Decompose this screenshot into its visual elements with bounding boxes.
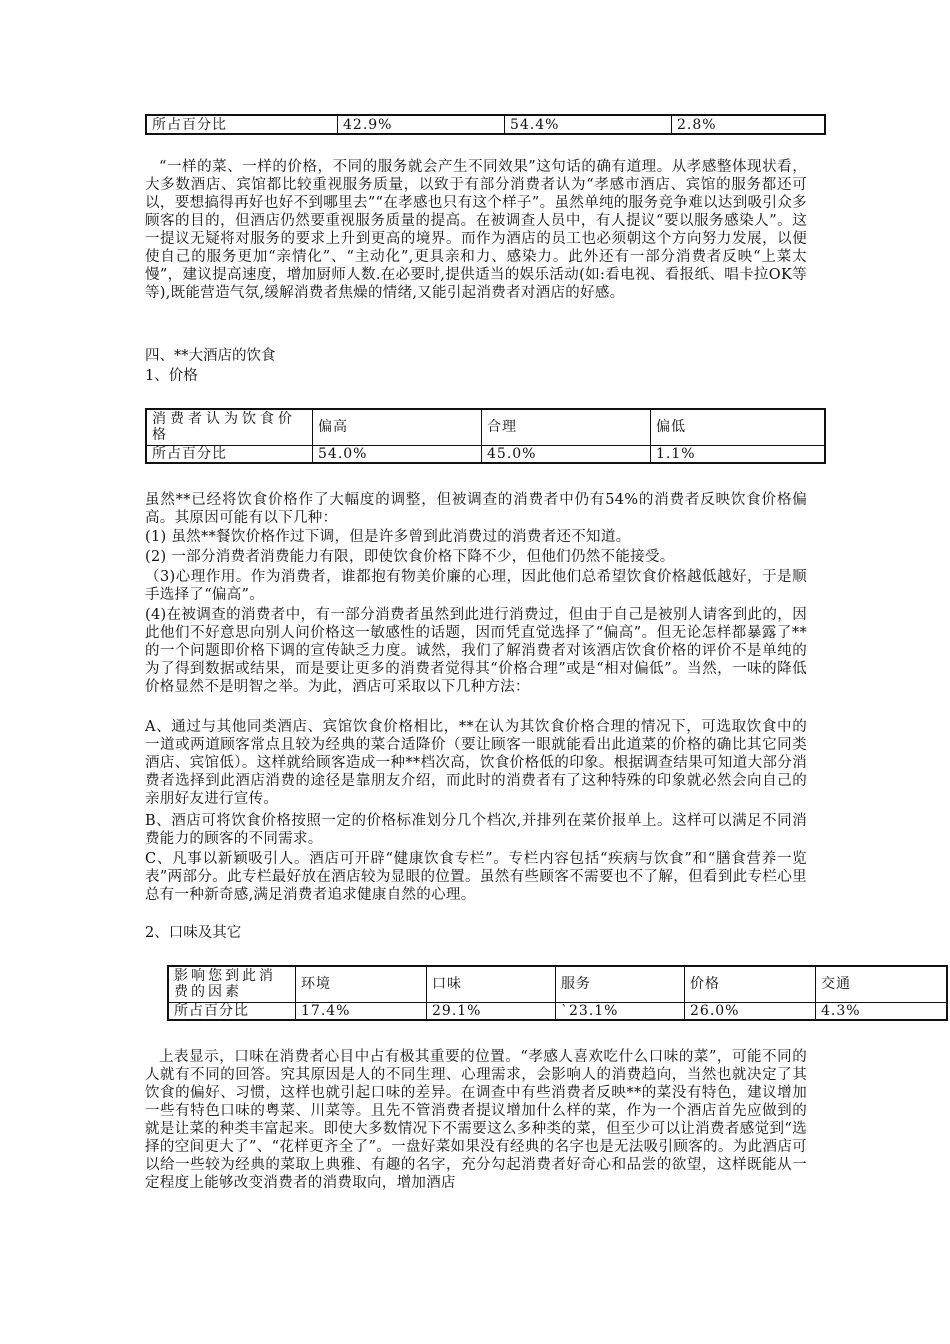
table-cell: 42.9% bbox=[338, 115, 505, 134]
paragraph-price-intro: 虽然**已经将饮食价格作了大幅度的调整，但被调查的消费者中仍有54%的消费者反映饮食价格偏高。其原因可能有以下几种： bbox=[145, 492, 807, 526]
table-cell: 29.1% bbox=[427, 1002, 556, 1020]
subsection-heading-taste: 2、口味及其它 bbox=[145, 925, 242, 941]
table-cell: 54.4% bbox=[505, 115, 672, 134]
table-factors bbox=[167, 965, 948, 1021]
method-a: A、通过与其他同类酒店、宾馆饮食价格相比，**在认为其饮食价格合理的情况下，可选取饮食中的一道或两道顾客常点且较为经典的菜合适降价（要让顾客一眼就能看出此道菜的价格的确比其它同类酒店、宾馆低）。这样就给顾客造成一种**档次高，饮食价格低的印象。根据调查结果可知道大部分消费者选择到此酒店消费的途径是靠朋友介绍，而此时的消费者有了这种特殊的印象就必然会向自己的亲朋好友进行宣传。 bbox=[145, 719, 807, 807]
table-price bbox=[145, 408, 826, 464]
table-cell: 54.0% bbox=[313, 445, 482, 463]
method-b: B、酒店可将饮食价格按照一定的价格标准划分几个档次,并排列在菜价报单上。这样可以满足不同消费能力的顾客的不同需求。 bbox=[145, 813, 807, 847]
table-cell: `23.1% bbox=[556, 1002, 685, 1020]
table-header-cell: 环境 bbox=[296, 966, 427, 1002]
table-row bbox=[146, 409, 825, 445]
reason-4: (4)在被调查的消费者中，有一部分消费者虽然到此进行消费过，但由于自己是被别人请客到此的，因此他们不好意思向别人问价格这一敏感性的话题，因而凭直觉选择了“偏高”。但无论怎样都暴露了**的一个问题即价格下调的宣传缺乏力度。诚然，我们了解消费者对该酒店饮食价格的评价不是单纯的为了得到数据或结果，而是要让更多的消费者觉得其“价格合理”或是“相对偏低”。当然，一味的降低价格显然不是明智之举。为此，酒店可采取以下几种方法： bbox=[145, 607, 807, 695]
method-c: C、凡事以新颖吸引人。酒店可开辟“健康饮食专栏”。专栏内容包括“疾病与饮食”和“膳食营养一览表”两部分。此专栏最好放在酒店较为显眼的位置。虽然有些顾客不需要也不了解，但看到此专栏心里总有一种新奇感,满足消费者追求健康自然的心理。 bbox=[145, 851, 807, 903]
table-top bbox=[145, 114, 826, 135]
table-header-cell: 服务 bbox=[556, 966, 685, 1002]
table-header-cell: 价格 bbox=[685, 966, 816, 1002]
table-row bbox=[168, 1002, 947, 1020]
table-cell: 17.4% bbox=[296, 1002, 427, 1020]
section-heading: 四、**大酒店的饮食 bbox=[145, 348, 276, 364]
table-cell: 45.0% bbox=[482, 445, 651, 463]
table-row bbox=[168, 966, 947, 1002]
paragraph-service: “一样的菜、一样的价格，不同的服务就会产生不同效果”这句话的确有道理。从孝感整体现状看，大多数酒店、宾馆都比较重视服务质量，以致于有部分消费者认为“孝感市酒店、宾馆的服务都还可以，要想搞得再好也好不到哪里去”“在孝感也只有这个样子”。虽然单纯的服务竞争难以达到吸引众多顾客的目的，但酒店仍然要重视服务质量的提高。在被调查人员中，有人提议“要以服务感染人”。这一提议无疑将对服务的要求上升到更高的境界。而作为酒店的员工也必须朝这个方向努力发展，以便使自己的服务更加“亲情化”、“主动化”,更具亲和力、感染力。此外还有一部分消费者反映“上菜太慢”，建议提高速度，增加厨师人数.在必要时,提供适当的娱乐活动(如:看电视、看报纸、唱卡拉OK等等),既能营造气氛,缓解消费者焦燥的情绪,又能引起消费者对酒店的好感。 bbox=[145, 159, 807, 301]
table-cell: 4.3% bbox=[816, 1002, 948, 1020]
table-cell: 2.8% bbox=[672, 115, 826, 134]
table-header-cell: 偏低 bbox=[651, 409, 826, 445]
table-header-cell: 影响您到此消费的因素 bbox=[168, 966, 296, 1002]
table-header-cell: 交通 bbox=[816, 966, 948, 1002]
subsection-heading-price: 1、价格 bbox=[145, 368, 198, 384]
reason-1: (1) 虽然**餐饮价格作过下调，但是许多曾到此消费过的消费者还不知道。 bbox=[145, 529, 631, 545]
table-row bbox=[146, 115, 825, 134]
table-header-cell: 偏高 bbox=[313, 409, 482, 445]
paragraph-taste: 上表显示，口味在消费者心目中占有极其重要的位置。“孝感人喜欢吃什么口味的菜”，可能不同的人就有不同的回答。究其原因是人的不同生理、心理需求，会影响人的消费趋向，当然也就决定了其饮食的偏好、习惯，这样也就引起口味的差异。在调查中有些消费者反映**的菜没有特色，建议增加一些有特色口味的粤菜、川菜等。且先不管消费者提议增加什么样的菜，作为一个酒店首先应做到的就是让菜的种类丰富起来。即使大多数情况下不需要这么多种类的菜，但至少可以让消费者感觉到“选择的空间更大了”、“花样更齐全了”。一盘好菜如果没有经典的名字也是无法吸引顾客的。为此酒店可以给一些较为经典的菜取上典雅、有趣的名字，充分勾起消费者好奇心和品尝的欲望，这样既能从一定程度上能够改变消费者的消费取向，增加酒店 bbox=[145, 1049, 807, 1191]
reason-3: （3)心理作用。作为消费者，谁都抱有物美价廉的心理，因此他们总希望饮食价格越低越好，于是顺手选择了“偏高”。 bbox=[145, 569, 807, 603]
table-cell: 所占百分比 bbox=[146, 115, 338, 134]
reason-2: (2) 一部分消费者消费能力有限，即使饮食价格下降不少，但他们仍然不能接受。 bbox=[145, 549, 675, 565]
table-header-cell: 口味 bbox=[427, 966, 556, 1002]
table-cell: 所占百分比 bbox=[168, 1002, 296, 1020]
table-cell: 1.1% bbox=[651, 445, 826, 463]
table-header-cell: 合理 bbox=[482, 409, 651, 445]
table-header-cell: 消费者认为饮食价格 bbox=[146, 409, 313, 445]
table-cell: 26.0% bbox=[685, 1002, 816, 1020]
table-row bbox=[146, 445, 825, 463]
table-cell: 所占百分比 bbox=[146, 445, 313, 463]
